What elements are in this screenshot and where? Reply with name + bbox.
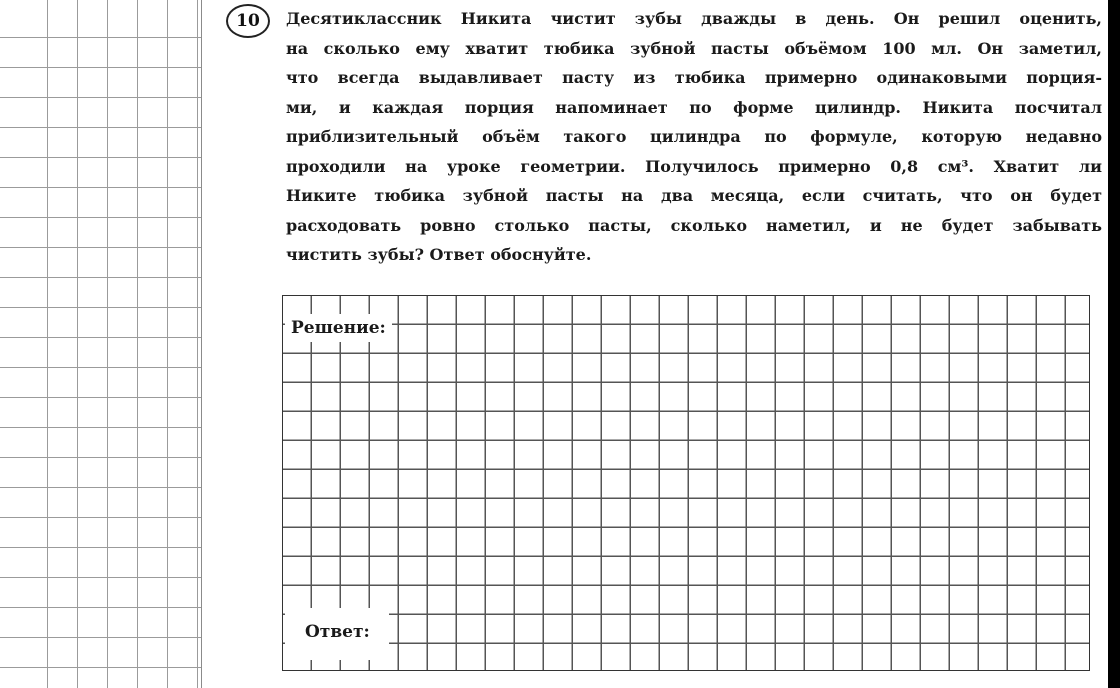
question-line: Никите тюбика зубной пасты на два месяца, если считать, что он будет [286,186,1102,205]
question-line: ми, и каждая порция напоминает по форме цилиндр. Никита посчитал [286,97,1102,117]
answer-grid-box[interactable] [282,295,1090,671]
solution-label: Решение: [285,314,392,342]
question-line: Десятиклассник Никита чистит зубы дважды в день. Он решил оценить, [286,9,1102,28]
question-number-badge [226,4,270,38]
question-line: расходовать ровно столько пасты, сколько наметил, и не будет забывать [286,215,1102,235]
question-text [286,4,1102,270]
question-line: на сколько ему хватит тюбика зубной пасты объёмом 100 мл. Он заметил, [286,38,1102,58]
margin-grid [0,0,202,688]
question-line: проходили на уроке геометрии. Получилось примерно 0,8 см³. Хватит ли [286,156,1102,176]
answer-label: Ответ: [285,608,389,660]
question-line: приблизительный объём такого цилиндра по формуле, которую недавно [286,127,1102,146]
question-line: что всегда выдавливает пасту из тюбика примерно одинаковыми порция- [286,68,1102,87]
question-line: чистить зубы? Ответ обоснуйте. [286,245,592,264]
question-number: 10 [236,11,260,31]
